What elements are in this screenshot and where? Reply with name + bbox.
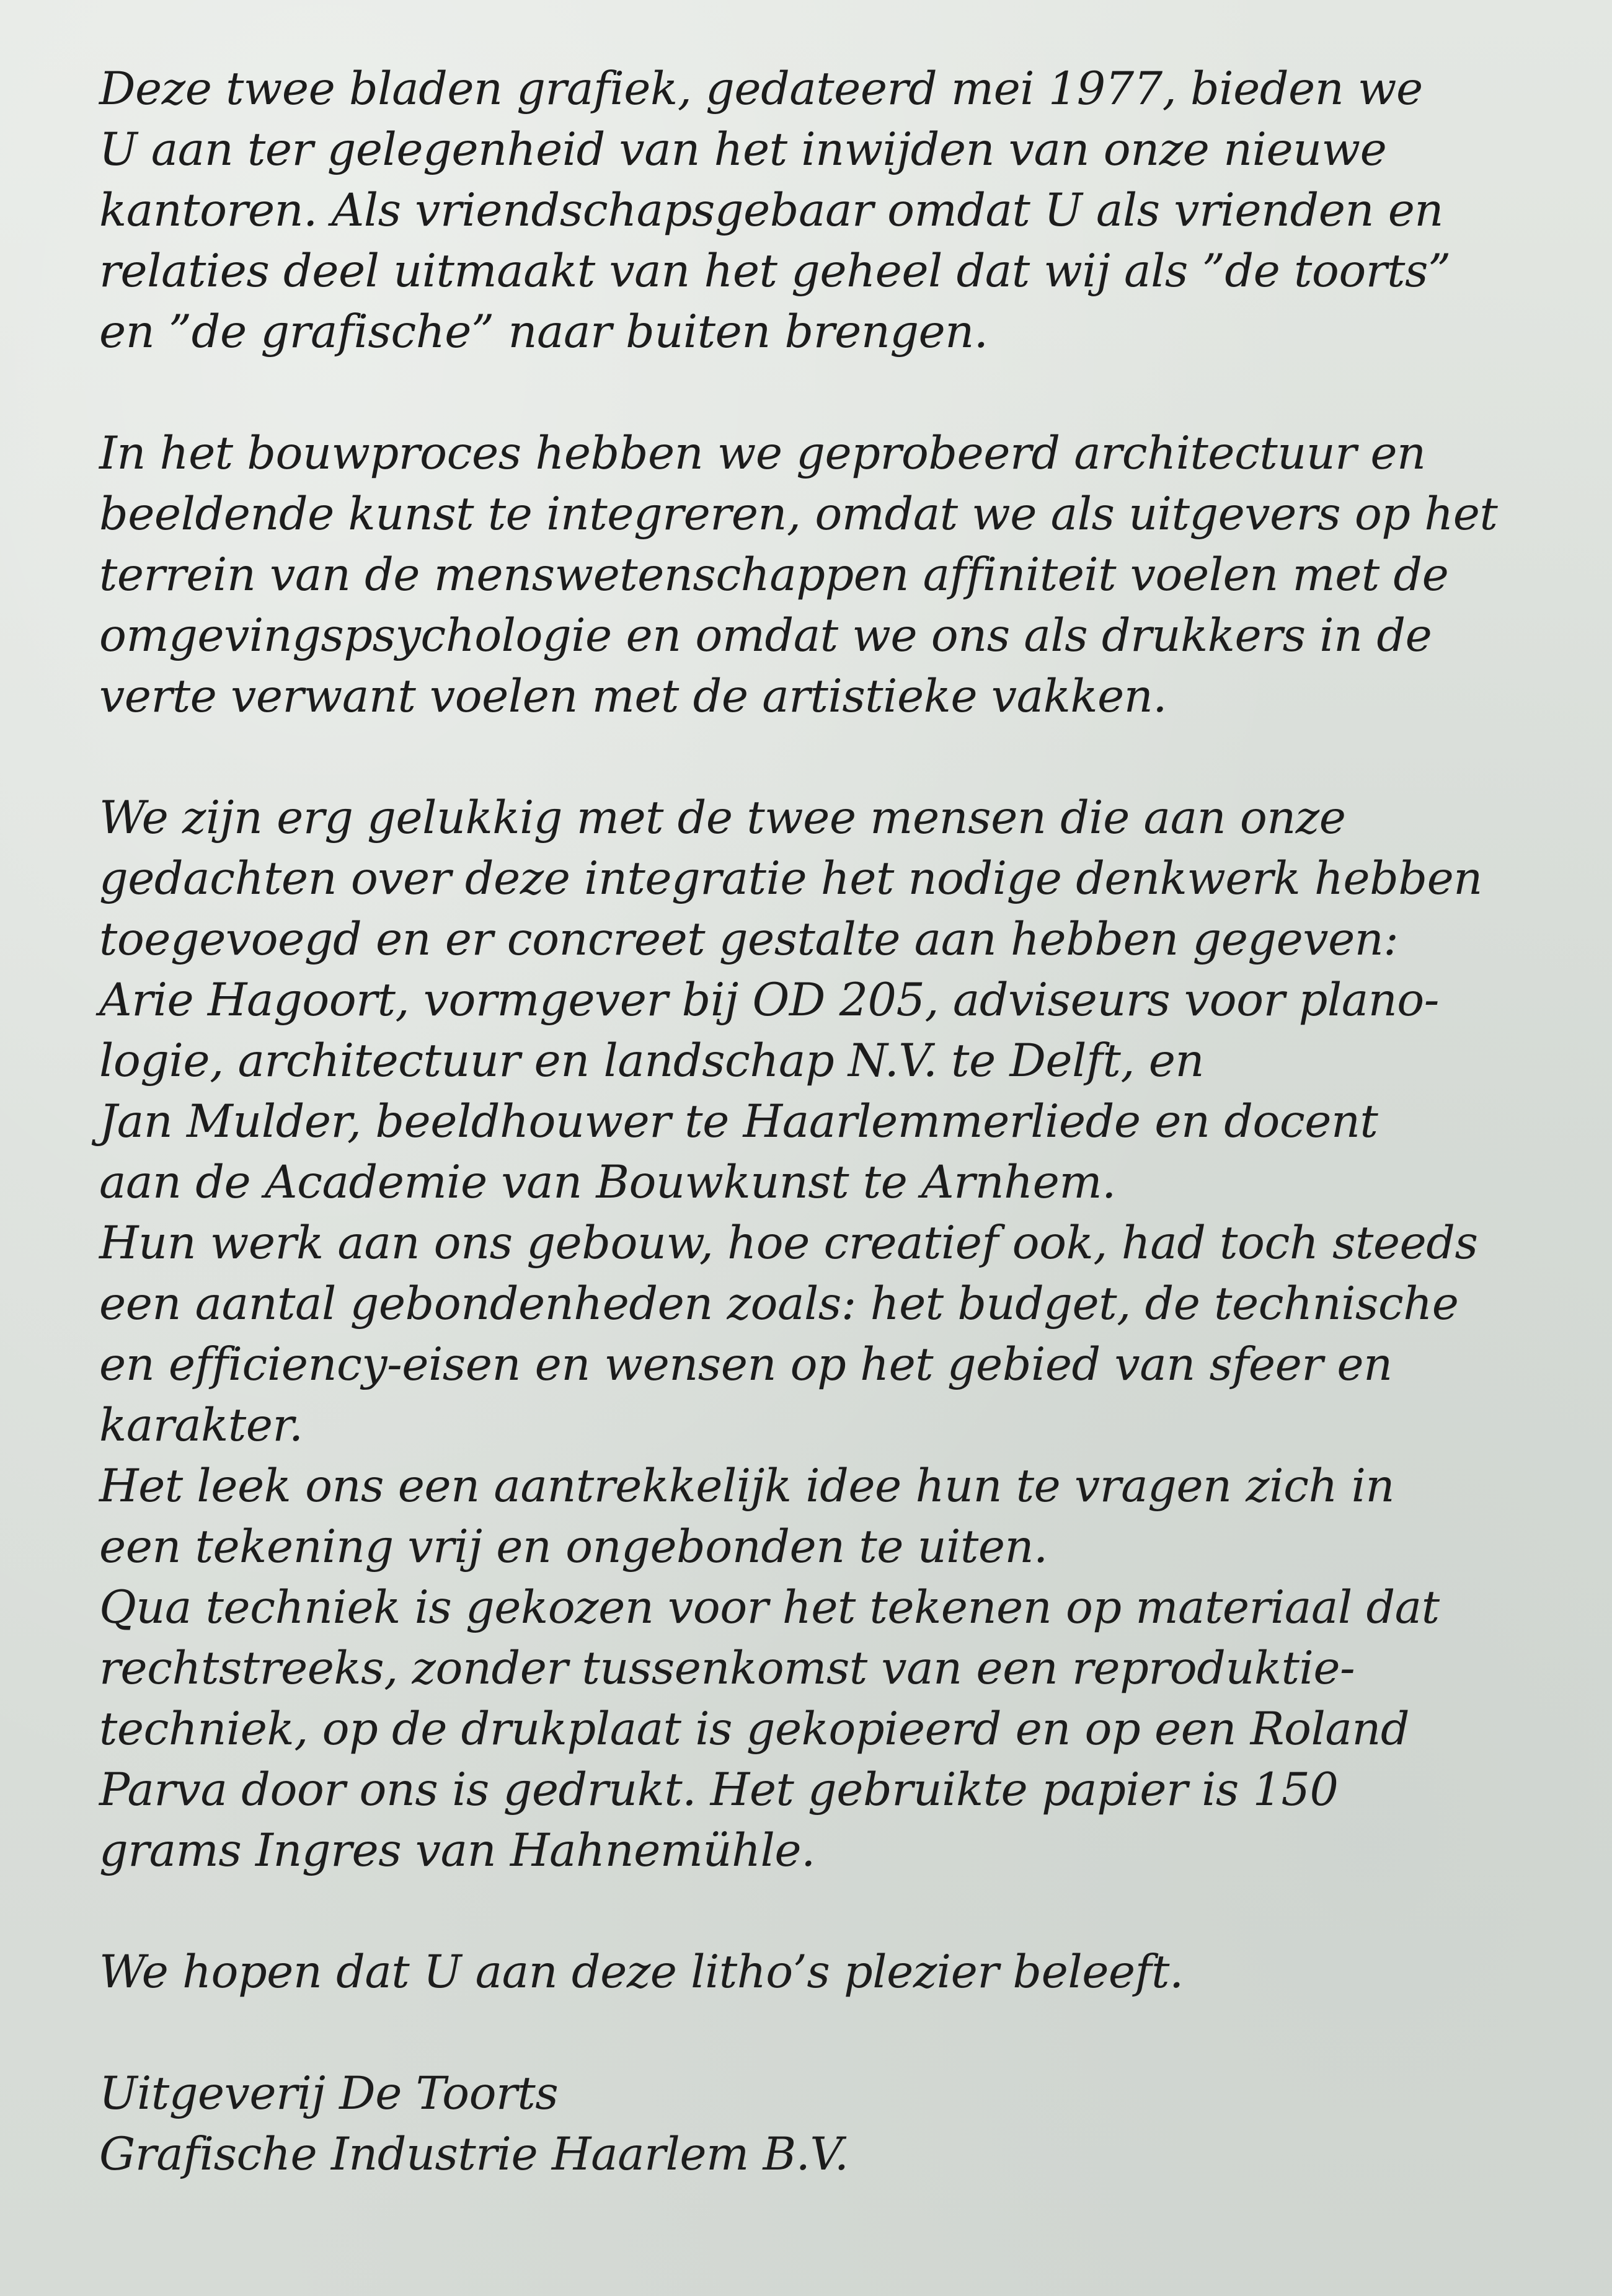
paragraph-closing-wish: [99, 1942, 1538, 2003]
text-line: verte verwant voelen met de artistieke vakken.: [99, 670, 1167, 723]
text-line: techniek, op de drukplaat is gekopieerd en op een Roland: [99, 1703, 1410, 1755]
text-line: rechtstreeks, zonder tussenkomst van een reproduktie-: [99, 1642, 1355, 1695]
text-line: Het leek ons een aantrekkelijk idee hun te vragen zich in: [99, 1460, 1395, 1512]
text-line: en ”de grafische” naar buiten brengen.: [99, 306, 988, 358]
text-line: Parva door ons is gedrukt. Het gebruikte papier is 150: [99, 1764, 1339, 1816]
text-line: terrein van de menswetenschappen affiniteit voelen met de: [99, 549, 1449, 601]
paragraph-spacer: [99, 2003, 1538, 2064]
text-line: In het bouwproces hebben we geprobeerd architectuur en: [99, 427, 1426, 480]
text-line: kantoren. Als vriendschapsgebaar omdat U als vrienden en: [99, 184, 1443, 237]
text-line: We zijn erg gelukkig met de twee mensen die aan onze: [99, 792, 1346, 844]
text-line: een aantal gebondenheden zoals: het budget, de technische: [99, 1278, 1459, 1330]
text-line: Qua techniek is gekozen voor het tekenen op materiaal dat: [99, 1581, 1440, 1634]
text-line: Arie Hagoort, vormgever bij OD 205, adviseurs voor plano-: [99, 974, 1439, 1027]
text-line: en efficiency-eisen en wensen op het gebied van sfeer en: [99, 1338, 1393, 1391]
text-line: grams Ingres van Hahnemühle.: [99, 1824, 815, 1877]
paragraph-intro: [99, 59, 1538, 363]
text-line: relaties deel uitmaakt van het geheel dat wij als ”de toorts”: [99, 245, 1451, 298]
text-line: beeldende kunst te integreren, omdat we als uitgevers op het: [99, 488, 1498, 541]
printer-name: Grafische Industrie Haarlem B.V.: [99, 2128, 849, 2181]
text-line: aan de Academie van Bouwkunst te Arnhem.: [99, 1156, 1116, 1209]
text-line: toegevoegd en er concreet gestalte aan hebben gegeven:: [99, 913, 1399, 966]
paragraph-spacer: [99, 727, 1538, 788]
text-line: omgevingspsychologie en omdat we ons als drukkers in de: [99, 609, 1432, 662]
text-line: Hun werk aan ons gebouw, hoe creatief ook, had toch steeds: [99, 1217, 1478, 1269]
text-line: logie, architectuur en landschap N.V. te Delft, en: [99, 1035, 1204, 1087]
text-line: We hopen dat U aan deze litho’s plezier beleeft.: [99, 1946, 1184, 1998]
paragraph-spacer: [99, 363, 1538, 423]
text-line: een tekening vrij en ongebonden te uiten.: [99, 1521, 1048, 1573]
paragraph-artists: [99, 788, 1538, 1881]
text-line: U aan ter gelegenheid van het inwijden van onze nieuwe: [99, 123, 1387, 176]
paragraph-spacer: [99, 1881, 1538, 1942]
signature-block: [99, 2064, 1538, 2185]
text-line: karakter.: [99, 1399, 303, 1452]
publisher-name: Uitgeverij De Toorts: [99, 2067, 559, 2120]
text-line: gedachten over deze integratie het nodige denkwerk hebben: [99, 852, 1482, 905]
text-line: Deze twee bladen grafiek, gedateerd mei 1977, bieden we: [99, 63, 1423, 115]
paragraph-building-process: [99, 423, 1538, 727]
text-line: Jan Mulder, beeldhouwer te Haarlemmerliede en docent: [99, 1095, 1378, 1148]
